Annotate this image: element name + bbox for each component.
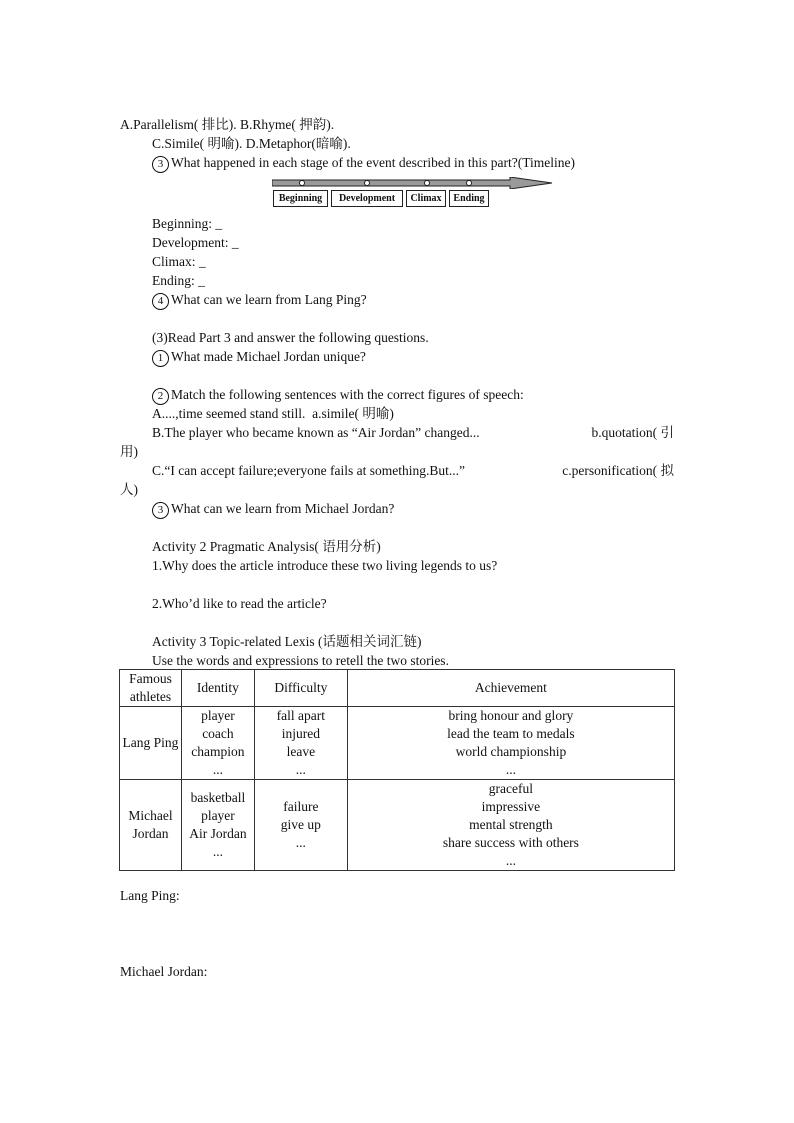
difficulty-item: ... <box>295 835 306 850</box>
athlete-name: Lang Ping <box>120 707 182 780</box>
timeline-marker <box>299 180 305 186</box>
identity-item: champion <box>191 744 245 759</box>
table-row <box>120 780 675 871</box>
match-item-a-sentence: A....,time seemed stand still. <box>152 406 306 421</box>
identity-item: ... <box>212 762 223 777</box>
match-item-b-wrap: 用) <box>120 444 138 459</box>
identity-item: coach <box>202 726 234 741</box>
achievement-item: share success with others <box>442 835 579 850</box>
difficulty-item: fall apart <box>276 708 326 723</box>
match-question <box>152 386 524 405</box>
timeline-stage-development: Development <box>331 190 403 207</box>
match-item-a-figure: a.simile( 明喻) <box>312 406 394 421</box>
number-4-circle-icon: 4 <box>152 293 169 310</box>
identity-cell <box>181 707 254 780</box>
timeline-question <box>152 154 575 173</box>
header-famous-athletes: Famous athletes <box>120 670 182 707</box>
achievement-item: world championship <box>455 744 567 759</box>
header-achievement: Achievement <box>347 670 674 707</box>
figure-options-line-1: A.Parallelism( 排比). B.Rhyme( 押韵). <box>120 117 335 132</box>
achievement-item: ... <box>505 853 516 868</box>
lexis-table <box>119 669 675 871</box>
timeline-stage-climax: Climax <box>406 190 446 207</box>
difficulty-item: injured <box>281 726 320 741</box>
number-3-circle-icon: 3 <box>152 502 169 519</box>
lang-ping-lesson-question-text: What can we learn from Lang Ping? <box>171 292 367 307</box>
difficulty-item: give up <box>280 817 321 832</box>
achievement-item: bring honour and glory <box>448 708 574 723</box>
achievement-item: mental strength <box>469 817 553 832</box>
table-header-row <box>120 670 675 707</box>
match-item-c-wrap: 人) <box>120 482 138 497</box>
activity2-question-2: 2.Who’d like to read the article? <box>152 596 327 611</box>
beginning-answer-line[interactable]: Beginning: _ <box>152 216 223 231</box>
number-1-circle-icon: 1 <box>152 350 169 367</box>
lang-ping-retell-label[interactable]: Lang Ping: <box>120 888 180 903</box>
timeline-stage-beginning: Beginning <box>273 190 328 207</box>
athlete-name: Michael Jordan <box>120 780 182 871</box>
match-item-a <box>152 405 394 423</box>
timeline-arrow <box>272 177 557 189</box>
header-difficulty: Difficulty <box>254 670 347 707</box>
ending-answer-line[interactable]: Ending: _ <box>152 273 205 288</box>
achievement-item: graceful <box>488 781 533 796</box>
timeline-diagram <box>272 177 557 213</box>
lang-ping-lesson-question <box>152 291 367 310</box>
identity-item: Air Jordan <box>189 826 247 841</box>
jordan-lesson-question <box>152 500 394 519</box>
part3-heading: (3)Read Part 3 and answer the following questions. <box>152 330 429 345</box>
match-item-c-sentence: C.“I can accept failure;everyone fails at something.But...” <box>152 463 465 478</box>
difficulty-cell <box>254 780 347 871</box>
michael-jordan-retell-label[interactable]: Michael Jordan: <box>120 964 208 979</box>
activity3-instruction: Use the words and expressions to retell the two stories. <box>152 653 449 668</box>
identity-item: player <box>201 708 235 723</box>
achievement-cell <box>347 707 674 780</box>
difficulty-item: leave <box>286 744 316 759</box>
difficulty-item: ... <box>295 762 306 777</box>
timeline-question-text: What happened in each stage of the event described in this part?(Timeline) <box>171 155 575 170</box>
identity-cell <box>181 780 254 871</box>
jordan-lesson-question-text: What can we learn from Michael Jordan? <box>171 501 395 516</box>
jordan-unique-question-text: What made Michael Jordan unique? <box>171 349 366 364</box>
number-2-circle-icon: 2 <box>152 388 169 405</box>
table-row <box>120 707 675 780</box>
activity2-title: Activity 2 Pragmatic Analysis( 语用分析) <box>152 539 381 554</box>
match-question-text: Match the following sentences with the correct figures of speech: <box>171 387 524 402</box>
header-identity: Identity <box>181 670 254 707</box>
identity-item: ... <box>212 844 223 859</box>
timeline-marker <box>466 180 472 186</box>
match-item-c-figure: c.personification( 拟 <box>562 463 674 478</box>
timeline-stage-ending: Ending <box>449 190 489 207</box>
activity3-title: Activity 3 Topic-related Lexis (话题相关词汇链) <box>152 634 422 649</box>
achievement-item: impressive <box>481 799 541 814</box>
difficulty-cell <box>254 707 347 780</box>
development-answer-line[interactable]: Development: _ <box>152 235 239 250</box>
number-3-circle-icon: 3 <box>152 156 169 173</box>
match-item-b-sentence: B.The player who became known as “Air Jordan” changed... <box>152 425 480 440</box>
achievement-cell <box>347 780 674 871</box>
figure-options-line-2: C.Simile( 明喻). D.Metaphor(暗喻). <box>152 136 351 151</box>
match-item-b-figure: b.quotation( 引 <box>591 425 674 440</box>
climax-answer-line[interactable]: Climax: _ <box>152 254 206 269</box>
jordan-unique-question <box>152 348 366 367</box>
identity-item: basketball <box>190 790 246 805</box>
difficulty-item: failure <box>283 799 319 814</box>
timeline-marker <box>424 180 430 186</box>
achievement-item: ... <box>505 762 516 777</box>
timeline-marker <box>364 180 370 186</box>
activity2-question-1: 1.Why does the article introduce these two living legends to us? <box>152 558 498 573</box>
achievement-item: lead the team to medals <box>447 726 575 741</box>
identity-item: player <box>201 808 235 823</box>
